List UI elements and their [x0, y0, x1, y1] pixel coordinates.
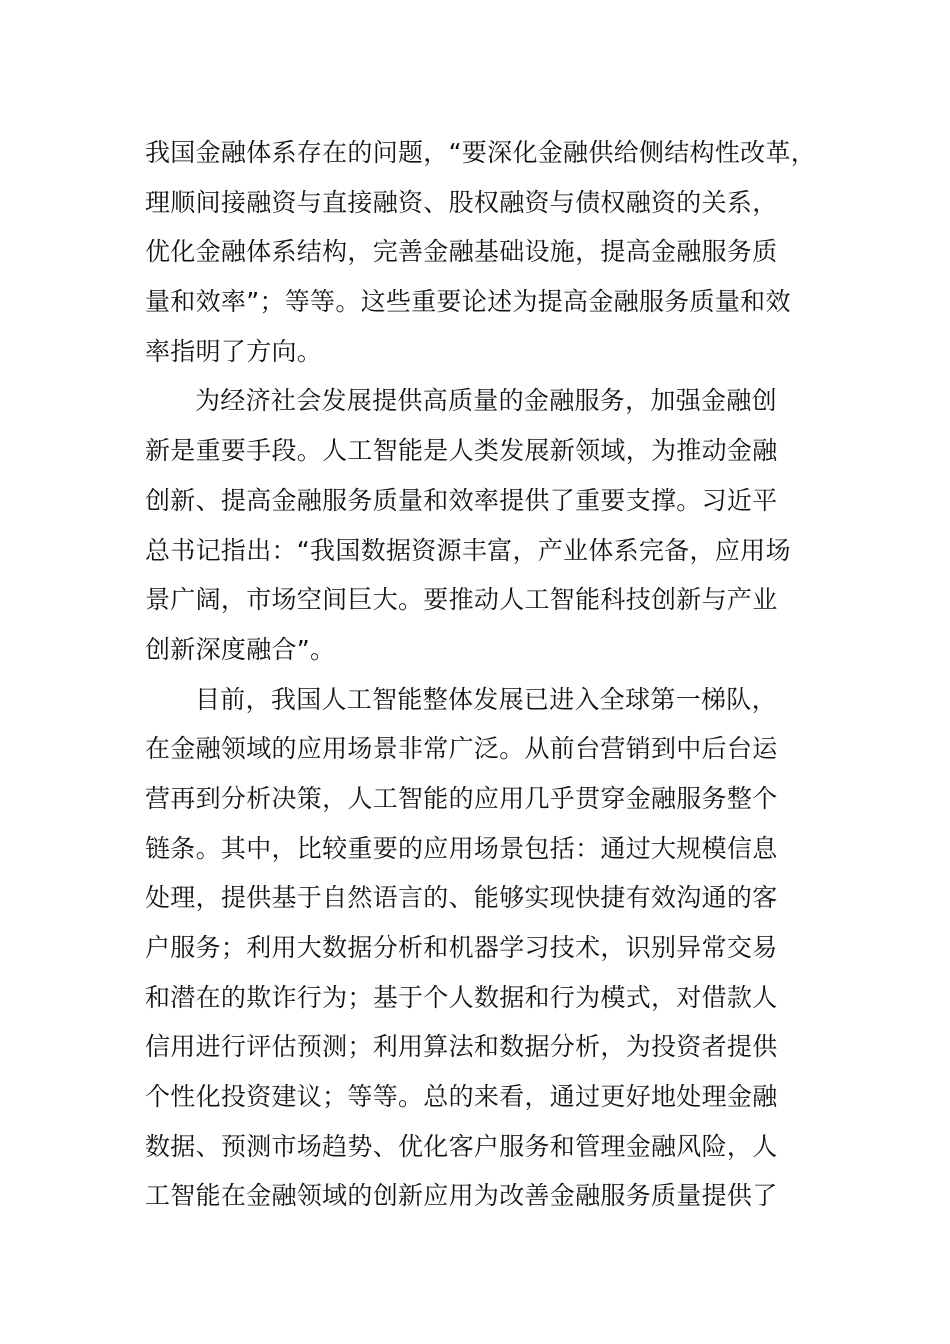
text-line: 新是重要手段。人工智能是人类发展新领域，为推动金融 — [145, 436, 778, 466]
text-line: 总书记指出：“我国数据资源丰富，产业体系完备，应用场 — [145, 535, 791, 565]
text-line: 工智能在金融领域的创新应用为改善金融服务质量提供了 — [145, 1181, 778, 1211]
text-line: 景广阔，市场空间巨大。要推动人工智能科技创新与产业 — [145, 585, 778, 615]
text-line: 信用进行评估预测；利用算法和数据分析，为投资者提供 — [145, 1032, 778, 1062]
body-text — [145, 128, 815, 1221]
text-line: 处理，提供基于自然语言的、能够实现快捷有效沟通的客 — [145, 883, 778, 913]
text-line: 创新、提高金融服务质量和效率提供了重要支撑。习近平 — [145, 485, 778, 515]
text-line: 率指明了方向。 — [145, 336, 323, 366]
text-line: 我国金融体系存在的问题，“要深化金融供给侧结构性改革， — [145, 138, 817, 167]
text-line: 营再到分析决策，人工智能的应用几乎贯穿金融服务整个 — [145, 783, 778, 813]
text-line: 理顺间接融资与直接融资、股权融资与债权融资的关系， — [145, 187, 778, 217]
text-line: 户服务；利用大数据分析和机器学习技术，识别异常交易 — [145, 933, 778, 962]
text-line: 在金融领域的应用场景非常广泛。从前台营销到中后台运 — [145, 734, 778, 764]
text-line: 创新深度融合”。 — [145, 634, 336, 664]
text-line: 和潜在的欺诈行为；基于个人数据和行为模式，对借款人 — [145, 982, 778, 1012]
text-line: 优化金融体系结构，完善金融基础设施，提高金融服务质 — [145, 237, 778, 267]
text-line: 量和效率”；等等。这些重要论述为提高金融服务质量和效 — [145, 287, 791, 317]
text-line: 链条。其中，比较重要的应用场景包括：通过大规模信息 — [145, 833, 778, 863]
paragraph-first-line: 为经济社会发展提供高质量的金融服务，加强金融创 — [195, 386, 777, 416]
text-line: 数据、预测市场趋势、优化客户服务和管理金融风险，人 — [145, 1131, 778, 1161]
paragraph-first-line: 目前，我国人工智能整体发展已进入全球第一梯队， — [195, 684, 777, 714]
text-line: 个性化投资建议；等等。总的来看，通过更好地处理金融 — [145, 1082, 778, 1112]
